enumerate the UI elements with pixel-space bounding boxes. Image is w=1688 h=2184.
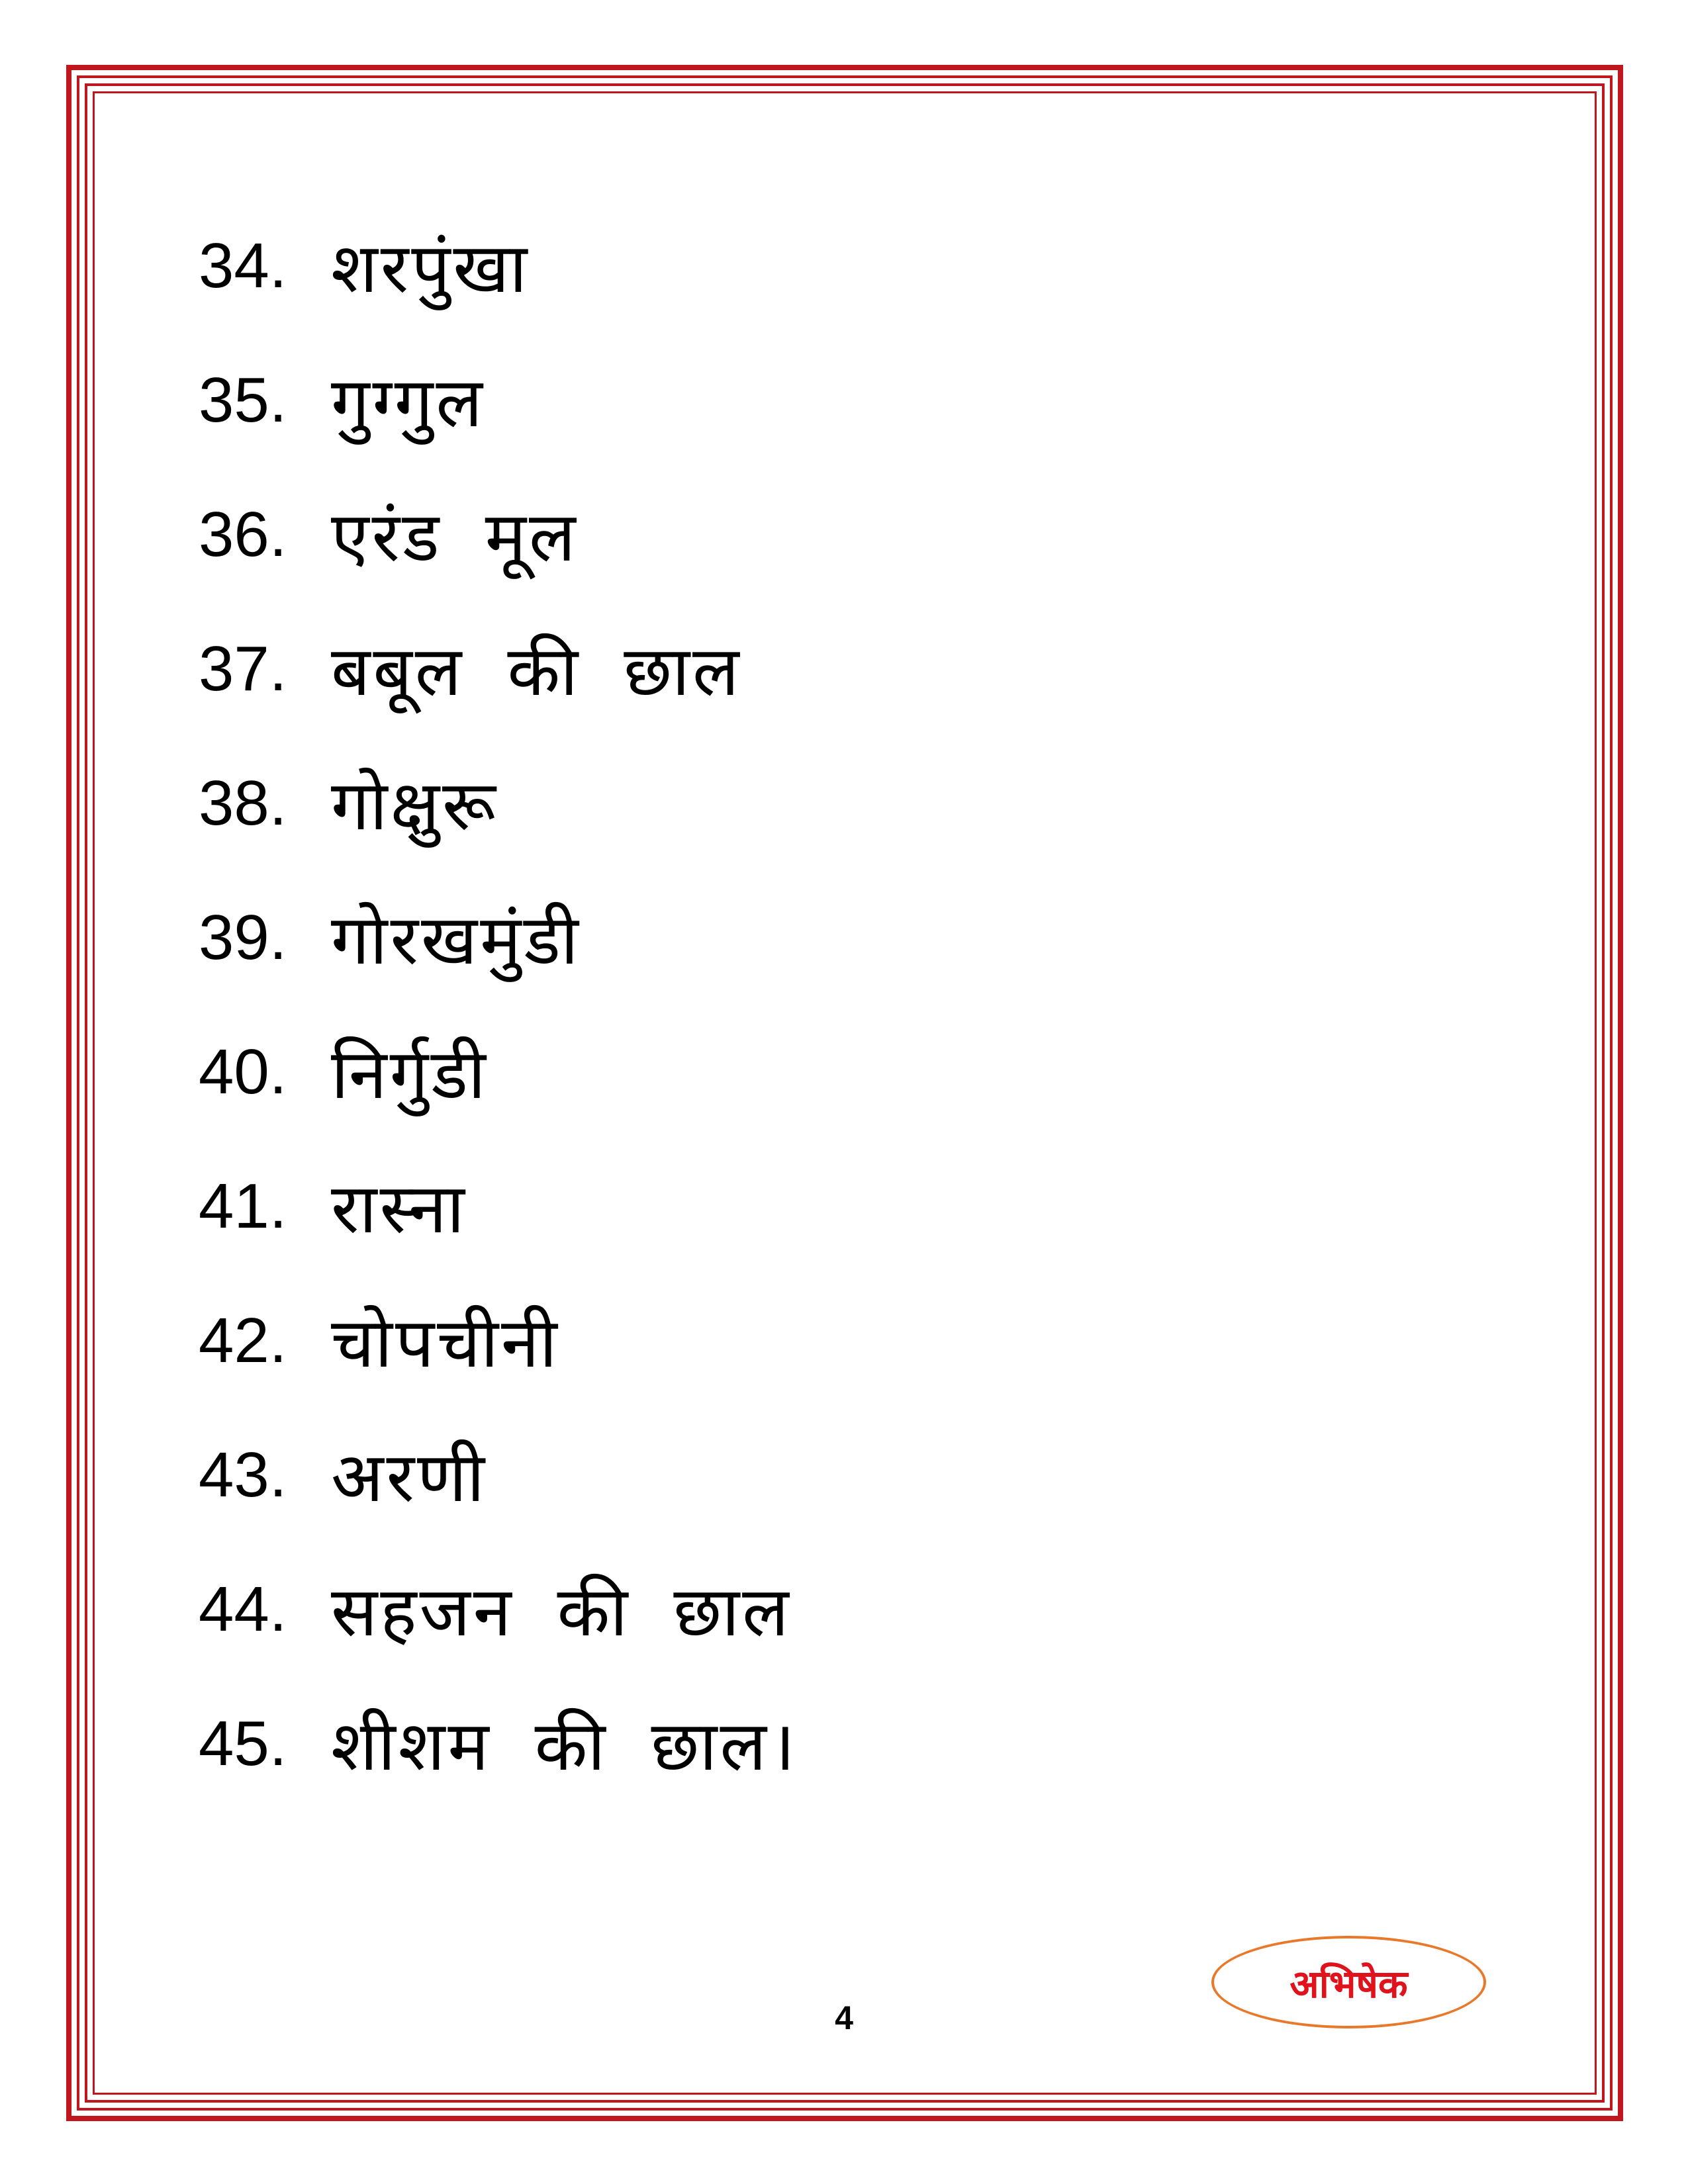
item-text: एरंड मूल [331,496,579,577]
item-text: चोपचीनी [331,1302,560,1383]
item-text: निर्गुडी [331,1034,489,1115]
item-number: 37. [199,633,287,704]
item-text: सहजन की छाल [331,1571,792,1652]
item-number: 41. [199,1170,287,1242]
page-number: 4 [835,1999,853,2036]
item-text: अरणी [331,1437,488,1518]
author-stamp [1211,1936,1486,2028]
item-number: 35. [199,364,287,435]
list-item [199,199,1456,333]
item-text: बबूल की छाल [331,631,742,711]
list-item [199,1676,1456,1811]
stamp-text: अभिषेक [1289,1961,1408,2007]
item-number: 44. [199,1573,287,1645]
item-number: 38. [199,767,287,839]
item-text: गोरखमुंडी [331,899,581,980]
item-text: रास्ना [331,1168,467,1249]
item-text: शरपुंखा [331,228,530,308]
item-number: 39. [199,901,287,973]
item-text: गुग्गुल [331,362,485,443]
list-item [199,1273,1456,1408]
item-text: शीशम की छाल। [331,1706,798,1786]
list-item [199,1005,1456,1139]
list-item [199,1542,1456,1676]
list-item [199,870,1456,1005]
item-number: 36. [199,498,287,570]
list-item [199,333,1456,467]
item-number: 45. [199,1707,287,1779]
list-item [199,736,1456,870]
list-item [199,1408,1456,1542]
herb-list [199,199,1456,1811]
list-item [199,467,1456,602]
list-item [199,1139,1456,1273]
item-number: 40. [199,1036,287,1107]
item-number: 34. [199,230,287,301]
item-number: 42. [199,1304,287,1376]
item-number: 43. [199,1439,287,1510]
item-text: गोक्षुरू [331,765,498,846]
list-item [199,602,1456,736]
